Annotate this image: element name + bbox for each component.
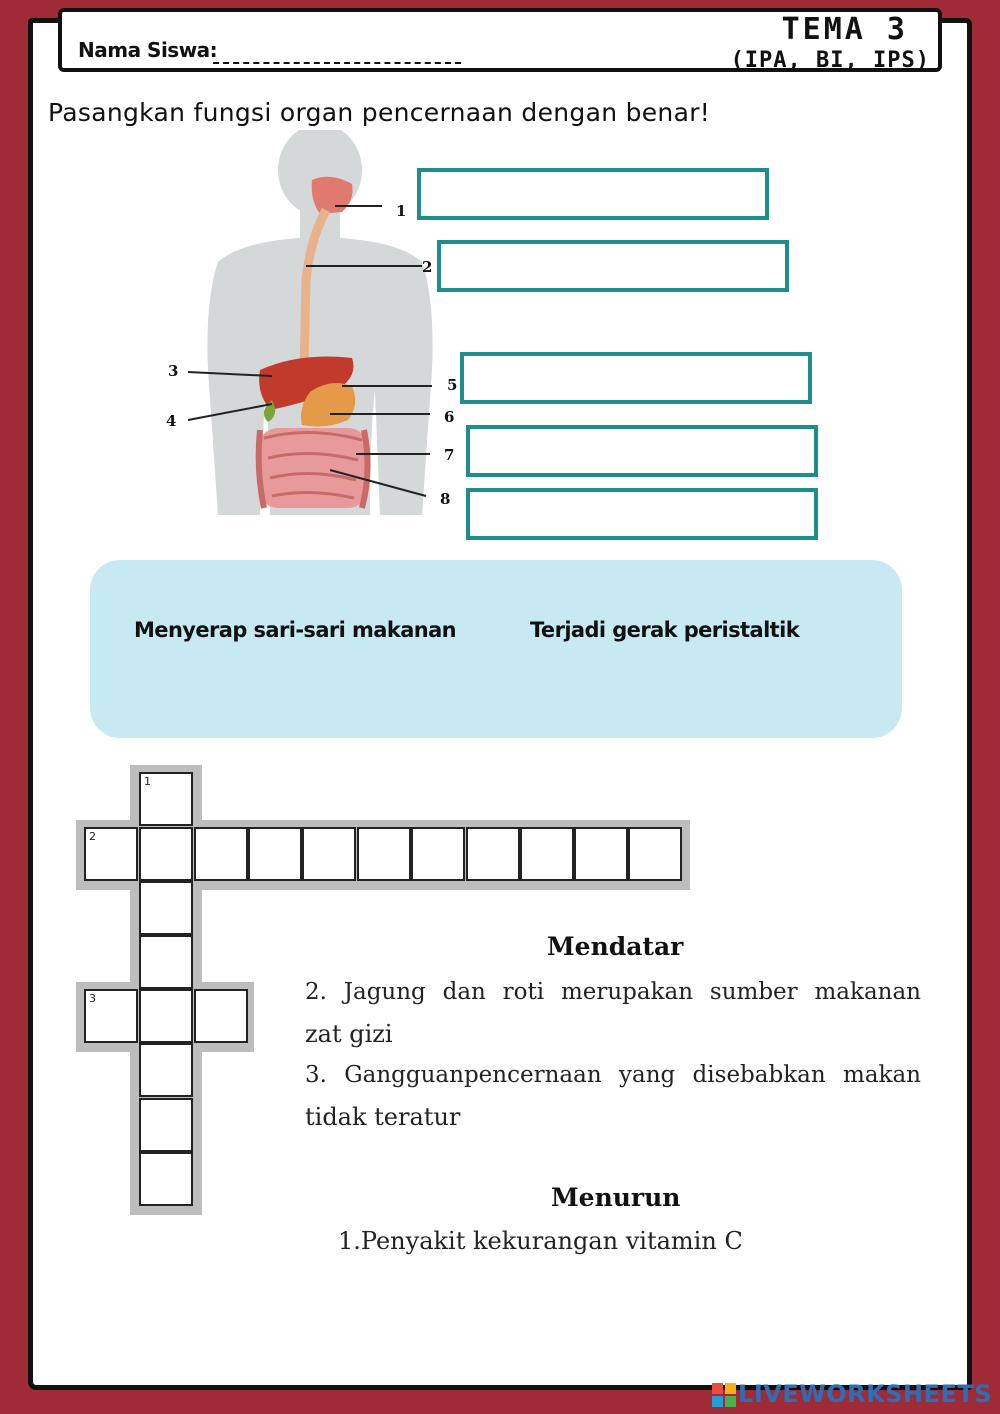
crossword-cell[interactable] xyxy=(139,1098,193,1152)
crossword-number-3: 3 xyxy=(89,992,96,1005)
diagram-label-1: 1 xyxy=(396,202,407,220)
clue-across-3-line1: 3. Gangguanpencernaan yang disebabkan makan xyxy=(305,1062,921,1088)
diagram-label-6: 6 xyxy=(444,408,455,426)
liveworksheets-brand: LIVEWORKSHEETS xyxy=(738,1380,992,1408)
crossword-cell[interactable] xyxy=(357,827,411,881)
answer-box-8[interactable] xyxy=(466,488,818,540)
crossword-cell[interactable] xyxy=(466,827,520,881)
crossword-cell[interactable] xyxy=(248,827,302,881)
crossword-cell[interactable] xyxy=(139,827,193,881)
student-name-label: Nama Siswa: xyxy=(78,38,218,62)
diagram-label-5: 5 xyxy=(447,376,458,394)
crossword-cell[interactable] xyxy=(84,827,138,881)
diagram-label-7: 7 xyxy=(444,446,455,464)
crossword-cell[interactable] xyxy=(139,881,193,935)
answer-box-7[interactable] xyxy=(466,425,818,477)
answer-box-5[interactable] xyxy=(460,352,812,404)
answer-box-2[interactable] xyxy=(437,240,789,292)
student-name-line xyxy=(213,62,461,64)
crossword-cell[interactable] xyxy=(139,989,193,1043)
instruction-text: Pasangkan fungsi organ pencernaan dengan benar! xyxy=(48,98,711,127)
clue-across-2-line2: zat gizi xyxy=(305,1020,393,1048)
crossword-number-2: 2 xyxy=(89,830,96,843)
crossword-cell[interactable] xyxy=(628,827,682,881)
clue-across-2-line1: 2. Jagung dan roti merupakan sumber makanan xyxy=(305,979,921,1005)
crossword-cell[interactable] xyxy=(574,827,628,881)
crossword-cell[interactable] xyxy=(194,989,248,1043)
clues-across-title: Mendatar xyxy=(547,932,684,961)
word-bank xyxy=(90,560,902,738)
crossword-cell[interactable] xyxy=(139,1152,193,1206)
crossword-number-1: 1 xyxy=(144,775,151,788)
crossword-cell[interactable] xyxy=(139,1043,193,1097)
theme-title: TEMA 3 xyxy=(781,12,908,47)
word-option-absorb[interactable]: Menyerap sari-sari makanan xyxy=(134,618,457,642)
crossword-cell[interactable] xyxy=(139,935,193,989)
diagram-label-3: 3 xyxy=(168,362,179,380)
answer-box-1[interactable] xyxy=(417,168,769,220)
crossword-cell[interactable] xyxy=(84,989,138,1043)
liveworksheets-logo-icon xyxy=(712,1383,736,1407)
diagram-label-8: 8 xyxy=(440,490,451,508)
clue-across-3-line2: tidak teratur xyxy=(305,1103,461,1131)
crossword-cell[interactable] xyxy=(302,827,356,881)
clues-down-title: Menurun xyxy=(551,1183,681,1212)
word-option-peristalsis[interactable]: Terjadi gerak peristaltik xyxy=(530,618,800,642)
diagram-label-4: 4 xyxy=(166,412,177,430)
mouth-organ xyxy=(312,177,353,214)
theme-subjects: (IPA, BI, IPS) xyxy=(730,48,930,73)
liveworksheets-logo xyxy=(712,1380,992,1408)
crossword-cell[interactable] xyxy=(520,827,574,881)
crossword-cell[interactable] xyxy=(139,772,193,826)
crossword-cell[interactable] xyxy=(194,827,248,881)
clue-down-1: 1.Penyakit kekurangan vitamin C xyxy=(338,1227,743,1255)
intestines xyxy=(258,428,368,508)
crossword-cell[interactable] xyxy=(411,827,465,881)
diagram-label-2: 2 xyxy=(422,258,433,276)
